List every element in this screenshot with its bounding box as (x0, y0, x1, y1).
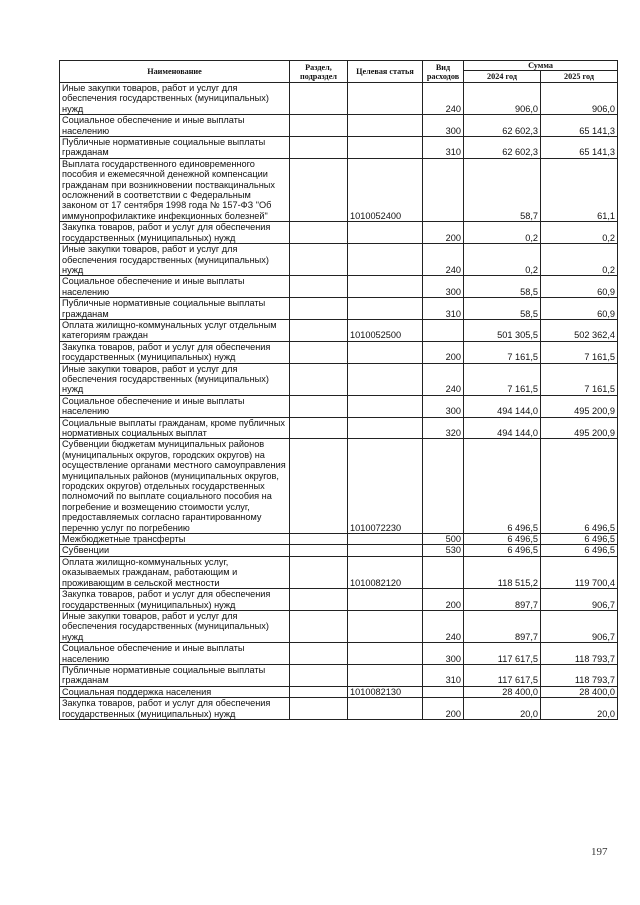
cell-name: Оплата жилищно-коммунальных услуг отдельным категориям граждан (60, 319, 290, 341)
table-row (60, 545, 618, 556)
cell-y1: 494 144,0 (464, 395, 541, 417)
budget-table (59, 60, 618, 720)
cell-name: Иные закупки товаров, работ и услуг для обеспечения государственных (муниципальных) нужд (60, 610, 290, 642)
cell-y1: 6 496,5 (464, 534, 541, 545)
table-row (60, 137, 618, 159)
cell-razdel (290, 589, 348, 611)
cell-vid: 310 (423, 137, 464, 159)
cell-celevaya (348, 363, 423, 395)
cell-name: Социальное обеспечение и иные выплаты населению (60, 643, 290, 665)
cell-vid: 240 (423, 363, 464, 395)
cell-razdel (290, 664, 348, 686)
table-row (60, 417, 618, 439)
cell-y1: 6 496,5 (464, 439, 541, 534)
cell-name: Закупка товаров, работ и услуг для обеспечения государственных (муниципальных) нужд (60, 341, 290, 363)
cell-y1: 906,0 (464, 83, 541, 115)
cell-razdel (290, 556, 348, 588)
cell-name: Социальное обеспечение и иные выплаты населению (60, 115, 290, 137)
cell-vid: 320 (423, 417, 464, 439)
cell-razdel (290, 363, 348, 395)
cell-y2: 119 700,4 (541, 556, 618, 588)
table-row (60, 222, 618, 244)
cell-y1: 501 305,5 (464, 319, 541, 341)
cell-name: Публичные нормативные социальные выплаты гражданам (60, 298, 290, 320)
cell-razdel (290, 83, 348, 115)
cell-y2: 6 496,5 (541, 534, 618, 545)
cell-y1: 28 400,0 (464, 686, 541, 697)
cell-celevaya (348, 298, 423, 320)
cell-celevaya (348, 395, 423, 417)
cell-name: Закупка товаров, работ и услуг для обеспечения государственных (муниципальных) нужд (60, 222, 290, 244)
cell-celevaya (348, 137, 423, 159)
cell-razdel (290, 298, 348, 320)
table-row (60, 83, 618, 115)
cell-vid: 200 (423, 341, 464, 363)
header-summa: Сумма (464, 61, 618, 71)
table-row (60, 115, 618, 137)
cell-vid: 240 (423, 610, 464, 642)
cell-razdel (290, 643, 348, 665)
cell-celevaya (348, 115, 423, 137)
table-row (60, 363, 618, 395)
table-body (60, 83, 618, 720)
cell-vid: 200 (423, 589, 464, 611)
cell-y1: 118 515,2 (464, 556, 541, 588)
cell-celevaya (348, 698, 423, 720)
table-row (60, 276, 618, 298)
cell-y2: 7 161,5 (541, 363, 618, 395)
cell-razdel (290, 222, 348, 244)
cell-vid: 200 (423, 698, 464, 720)
cell-name: Выплата государственного единовременного пособия и ежемесячной денежной компенсации гражданам при возникновении поствакцинальных осложнений в соответствии с Федеральным законом от 17 сентября 1998 года № 157-ФЗ "Об иммунопрофилактике инфекционных болезней" (60, 158, 290, 221)
cell-vid: 300 (423, 276, 464, 298)
cell-razdel (290, 686, 348, 697)
cell-y2: 28 400,0 (541, 686, 618, 697)
cell-celevaya: 1010082130 (348, 686, 423, 697)
cell-vid: 310 (423, 298, 464, 320)
cell-y1: 62 602,3 (464, 137, 541, 159)
cell-vid (423, 319, 464, 341)
table-row (60, 698, 618, 720)
cell-celevaya (348, 276, 423, 298)
cell-razdel (290, 395, 348, 417)
cell-celevaya: 1010052400 (348, 158, 423, 221)
cell-vid (423, 158, 464, 221)
cell-razdel (290, 534, 348, 545)
cell-y1: 7 161,5 (464, 363, 541, 395)
cell-razdel (290, 276, 348, 298)
cell-y2: 906,0 (541, 83, 618, 115)
header-year1: 2024 год (464, 71, 541, 83)
header-razdel: Раздел, подраздел (290, 61, 348, 83)
table-row (60, 589, 618, 611)
cell-y2: 0,2 (541, 222, 618, 244)
table-row (60, 319, 618, 341)
cell-celevaya (348, 244, 423, 276)
cell-y1: 897,7 (464, 589, 541, 611)
cell-name: Закупка товаров, работ и услуг для обеспечения государственных (муниципальных) нужд (60, 589, 290, 611)
cell-razdel (290, 698, 348, 720)
cell-y2: 906,7 (541, 610, 618, 642)
header-vid: Вид расходов (423, 61, 464, 83)
table-row (60, 395, 618, 417)
cell-y2: 906,7 (541, 589, 618, 611)
cell-y2: 495 200,9 (541, 395, 618, 417)
cell-celevaya (348, 545, 423, 556)
table-row (60, 556, 618, 588)
cell-vid: 500 (423, 534, 464, 545)
cell-y1: 58,7 (464, 158, 541, 221)
cell-vid (423, 556, 464, 588)
cell-name: Иные закупки товаров, работ и услуг для обеспечения государственных (муниципальных) нужд (60, 83, 290, 115)
cell-y2: 65 141,3 (541, 137, 618, 159)
cell-y2: 20,0 (541, 698, 618, 720)
cell-y2: 60,9 (541, 276, 618, 298)
cell-razdel (290, 244, 348, 276)
cell-name: Оплата жилищно-коммунальных услуг, оказываемых гражданам, работающим и проживающим в сельской местности (60, 556, 290, 588)
cell-y1: 58,5 (464, 298, 541, 320)
table-row (60, 686, 618, 697)
cell-vid: 300 (423, 395, 464, 417)
cell-celevaya (348, 664, 423, 686)
cell-name: Иные закупки товаров, работ и услуг для обеспечения государственных (муниципальных) нужд (60, 244, 290, 276)
cell-y1: 58,5 (464, 276, 541, 298)
cell-y2: 6 496,5 (541, 545, 618, 556)
table-row (60, 643, 618, 665)
cell-y1: 897,7 (464, 610, 541, 642)
cell-y2: 0,2 (541, 244, 618, 276)
page-number: 197 (591, 846, 608, 858)
cell-name: Публичные нормативные социальные выплаты гражданам (60, 137, 290, 159)
cell-vid: 200 (423, 222, 464, 244)
cell-y2: 60,9 (541, 298, 618, 320)
cell-vid: 530 (423, 545, 464, 556)
cell-y1: 62 602,3 (464, 115, 541, 137)
cell-name: Социальное обеспечение и иные выплаты населению (60, 276, 290, 298)
cell-razdel (290, 417, 348, 439)
cell-y1: 494 144,0 (464, 417, 541, 439)
cell-razdel (290, 137, 348, 159)
cell-y2: 6 496,5 (541, 439, 618, 534)
table-row (60, 298, 618, 320)
cell-name: Социальная поддержка населения (60, 686, 290, 697)
header-year2: 2025 год (541, 71, 618, 83)
cell-name: Социальные выплаты гражданам, кроме публичных нормативных социальных выплат (60, 417, 290, 439)
cell-y1: 6 496,5 (464, 545, 541, 556)
cell-y1: 0,2 (464, 244, 541, 276)
cell-y2: 118 793,7 (541, 664, 618, 686)
cell-name: Субвенции бюджетам муниципальных районов (муниципальных округов, городских округов) на осуществление органами местного самоуправления муниципальных районов (муниципальных округов, городских округов) отдельных государственных полномочий по выплате социального пособия на погребение и возмещению стоимости услуг, предоставляемых согласно гарантированному перечню услуг по погребению (60, 439, 290, 534)
table-row (60, 664, 618, 686)
cell-y2: 7 161,5 (541, 341, 618, 363)
cell-name: Публичные нормативные социальные выплаты гражданам (60, 664, 290, 686)
cell-celevaya: 1010082120 (348, 556, 423, 588)
cell-vid (423, 439, 464, 534)
cell-y2: 118 793,7 (541, 643, 618, 665)
cell-y1: 7 161,5 (464, 341, 541, 363)
cell-vid: 240 (423, 244, 464, 276)
cell-vid (423, 686, 464, 697)
cell-celevaya (348, 643, 423, 665)
cell-name: Закупка товаров, работ и услуг для обеспечения государственных (муниципальных) нужд (60, 698, 290, 720)
cell-name: Иные закупки товаров, работ и услуг для обеспечения государственных (муниципальных) нужд (60, 363, 290, 395)
cell-celevaya (348, 534, 423, 545)
cell-celevaya (348, 222, 423, 244)
cell-name: Субвенции (60, 545, 290, 556)
cell-razdel (290, 158, 348, 221)
cell-razdel (290, 545, 348, 556)
cell-razdel (290, 341, 348, 363)
cell-vid: 240 (423, 83, 464, 115)
table-row (60, 534, 618, 545)
cell-y2: 61,1 (541, 158, 618, 221)
table-row (60, 244, 618, 276)
table-row (60, 341, 618, 363)
table-row (60, 610, 618, 642)
header-name: Наименование (60, 61, 290, 83)
cell-celevaya (348, 83, 423, 115)
cell-razdel (290, 610, 348, 642)
cell-y1: 0,2 (464, 222, 541, 244)
cell-y1: 20,0 (464, 698, 541, 720)
cell-razdel (290, 439, 348, 534)
cell-vid: 310 (423, 664, 464, 686)
table-row (60, 158, 618, 221)
cell-y1: 117 617,5 (464, 664, 541, 686)
cell-celevaya: 1010072230 (348, 439, 423, 534)
cell-celevaya (348, 341, 423, 363)
cell-celevaya (348, 589, 423, 611)
cell-y2: 502 362,4 (541, 319, 618, 341)
cell-razdel (290, 115, 348, 137)
cell-celevaya: 1010052500 (348, 319, 423, 341)
table-header (60, 61, 618, 83)
cell-celevaya (348, 610, 423, 642)
cell-name: Социальное обеспечение и иные выплаты населению (60, 395, 290, 417)
header-celevaya: Целевая статья (348, 61, 423, 83)
cell-vid: 300 (423, 115, 464, 137)
cell-vid: 300 (423, 643, 464, 665)
table-row (60, 439, 618, 534)
cell-celevaya (348, 417, 423, 439)
cell-y2: 65 141,3 (541, 115, 618, 137)
cell-y1: 117 617,5 (464, 643, 541, 665)
cell-y2: 495 200,9 (541, 417, 618, 439)
cell-name: Межбюджетные трансферты (60, 534, 290, 545)
cell-razdel (290, 319, 348, 341)
